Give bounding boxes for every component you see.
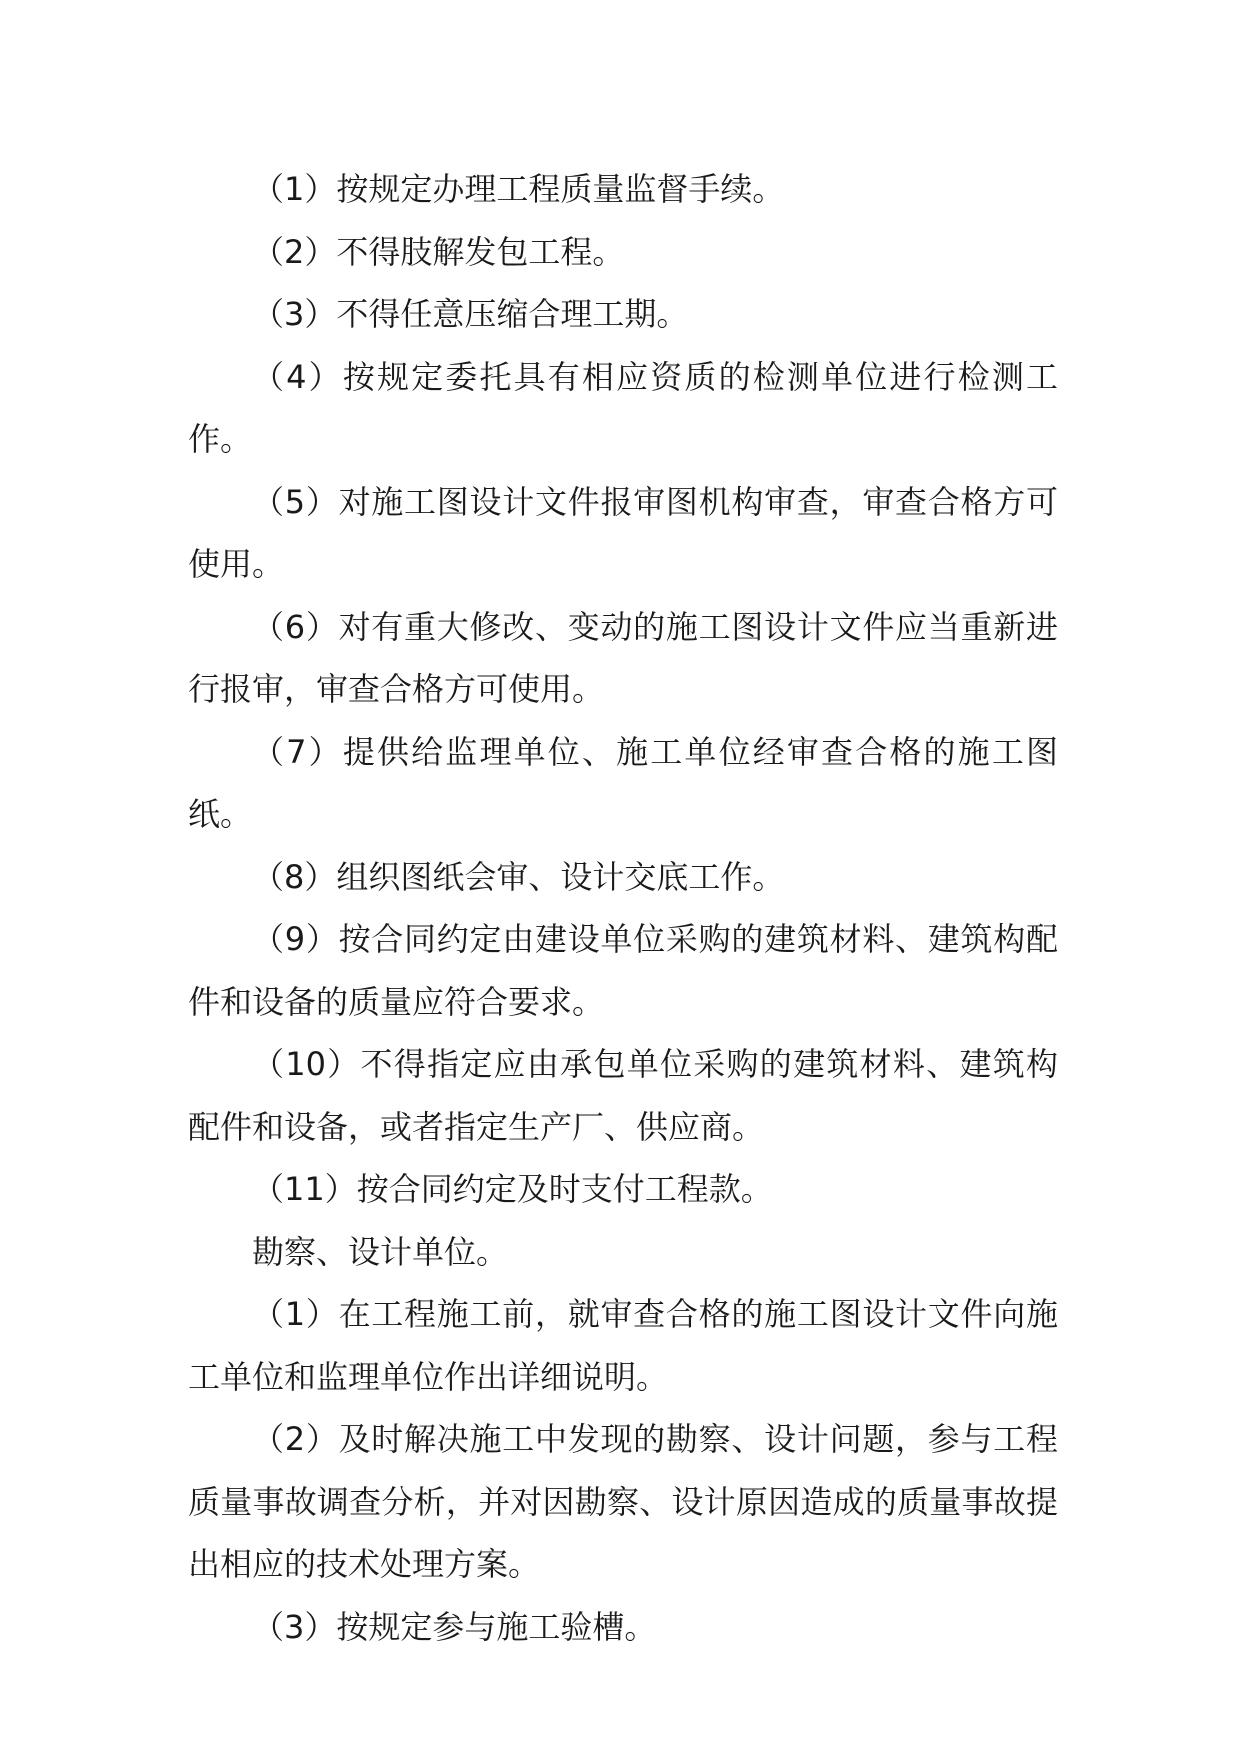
- paragraph-14: （2）及时解决施工中发现的勘察、设计问题，参与工程质量事故调查分析，并对因勘察、设计原因造成的质量事故提出相应的技术处理方案。: [188, 1420, 1058, 1583]
- paragraph-5: （5）对施工图设计文件报审图机构审查，审查合格方可使用。: [188, 482, 1058, 583]
- paragraph-15: （3）按规定参与施工验槽。: [252, 1607, 657, 1646]
- paragraph-13: （1）在工程施工前，就审查合格的施工图设计文件向施工单位和监理单位作出详细说明。: [188, 1295, 1058, 1396]
- paragraph-2: （2）不得肢解发包工程。: [252, 232, 625, 271]
- paragraph-1: （1）按规定办理工程质量监督手续。: [252, 170, 785, 208]
- paragraph-7: （7）提供给监理单位、施工单位经审查合格的施工图纸。: [188, 732, 1058, 833]
- paragraph-3: （3）不得任意压缩合理工期。: [252, 295, 689, 333]
- paragraph-9: （9）按合同约定由建设单位采购的建筑材料、建筑构配件和设备的质量应符合要求。: [188, 920, 1058, 1021]
- paragraph-8: （8）组织图纸会审、设计交底工作。: [252, 857, 785, 896]
- paragraph-10: （10）不得指定应由承包单位采购的建筑材料、建筑构配件和设备，或者指定生产厂、供应商。: [188, 1045, 1058, 1146]
- paragraph-4: （4）按规定委托具有相应资质的检测单位进行检测工作。: [188, 357, 1058, 458]
- section-heading: 勘察、设计单位。: [252, 1232, 509, 1271]
- paragraph-11: （11）按合同约定及时支付工程款。: [252, 1170, 773, 1208]
- paragraph-6: （6）对有重大修改、变动的施工图设计文件应当重新进行报审，审查合格方可使用。: [188, 607, 1058, 708]
- document-body: [188, 158, 1058, 1658]
